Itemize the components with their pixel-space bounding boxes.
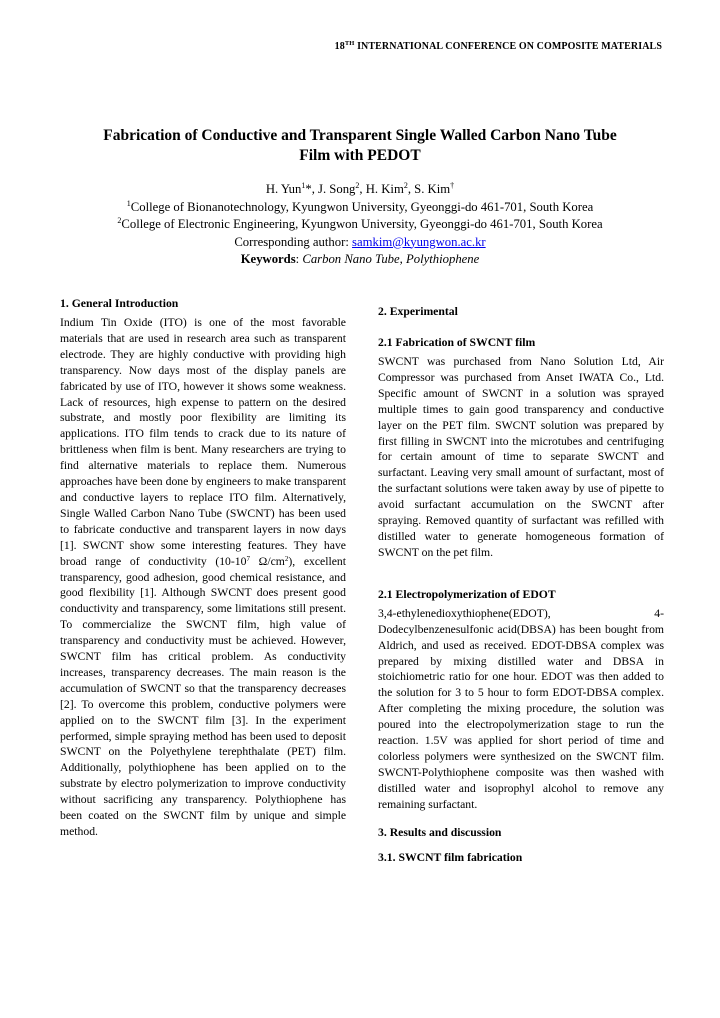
author-name: H. Yun — [265, 182, 302, 196]
author-separator: , — [407, 182, 415, 196]
keywords — [40, 251, 680, 269]
affiliation-text: College of Bionanotechnology, Kyungwon University, Gyeonggi-do 461-701, South Korea — [130, 199, 594, 214]
author-affiliation-mark: † — [450, 181, 455, 190]
section-heading-experimental: 2. Experimental — [378, 305, 458, 318]
author-separator: *, — [305, 182, 319, 196]
author-affiliation-mark: 2 — [403, 181, 408, 190]
exponent: 2 — [284, 554, 289, 563]
right-column — [378, 304, 664, 869]
author-affiliation-mark: 2 — [355, 181, 360, 190]
electropolymerization-paragraph: 3,4-ethylenedioxythiophene(EDOT), 4-Dodecylbenzenesulfonic acid(DBSA) has been bought from Aldrich, and used as received. EDOT-DBSA complex was prepared by mixing distilled water and DBSA in stoichiometric ratio for one hour. EDOT was then added to the solution for 3 to 5 hour to form EDOT-DBSA complex. After completing the mixing procedure, the solution was poured into the electropolymerization stage to run the reaction. 1.5V was applied for short period of time and colorless polymers were synthesized on the SWCNT film. SWCNT-Polythiophene composite was then washed with distilled water and isoprophyl alcohol to remove any remaining surfactant. — [378, 606, 664, 811]
keywords-text: Carbon Nano Tube, Polythiophene — [302, 252, 480, 266]
author-affiliation-mark: 1 — [301, 181, 306, 190]
header-ordinal: 18 — [334, 41, 345, 52]
paragraph-text: Ω/cm — [249, 554, 285, 568]
keywords-separator: : — [295, 252, 303, 266]
title-line-2: Film with PEDOT — [299, 147, 421, 164]
corresponding-label: Corresponding author: — [234, 234, 353, 249]
author-name: S. Kim — [414, 182, 451, 196]
spacer — [378, 813, 664, 825]
affiliation-mark: 2 — [117, 216, 122, 225]
subsection-heading-film-fabrication: 3.1. SWCNT film fabrication — [378, 850, 523, 864]
header-text: INTERNATIONAL CONFERENCE ON COMPOSITE MATERIALS — [354, 41, 662, 52]
paragraph-text: Indium Tin Oxide (ITO) is one of the most favorable materials that are used in research area such as transparent electrode. They are highly conductive with providing high transparency. Now days most of the display panels are fabricated by use of ITO, however it shows some weakness. Lack of resources, high expense to pattern on the desired substrate, and mostly poor flexibility are limiting its applications. ITO film tends to crack due to its nature of brittleness when film is bent. Many researchers are trying to find alternative materials to replace them. Numerous approaches have been done by engineers to make transparent and conductive layers to replace ITO film. Alternatively, Single Walled Carbon Nano Tube (SWCNT) has been used to fabricate conductive and transparent layers in now days [1]. SWCNT show some interesting features. They have broad range of conductivity (10-10 — [60, 316, 346, 568]
affiliation-mark: 1 — [126, 198, 131, 208]
keywords-label: Keywords — [240, 252, 296, 266]
affiliation-text: College of Electronic Engineering, Kyungwon University, Gyeonggi-do 461-701, South Korea — [121, 217, 603, 231]
fabrication-paragraph: SWCNT was purchased from Nano Solution Ltd, Air Compressor was purchased from Anset IWATA Co., Ltd. Specific amount of SWCNT in a solution was sprayed multiple times to gain good transparency and conductive layer on the PET film. SWCNT solution was prepared by first filling in SWCNT into the microtubes and centrifuging for certain amount of time to separate SWCNT and surfactant. Leaving very small amount of surfactant, most of the surfactant solutions were taken away by use of pipette to avoid surfactant accumulation on the SWCNT after spraying. Removed quantity of surfactant was refilled with distilled water to generate homogeneous formation of SWCNT on the pet film. — [378, 355, 664, 559]
introduction-paragraph — [60, 315, 346, 840]
spacer — [378, 323, 664, 335]
author-name: J. Song — [318, 182, 356, 196]
author-list — [40, 181, 680, 199]
left-column — [60, 296, 346, 840]
exponent: 7 — [246, 554, 250, 563]
paragraph-text: ), excellent transparency, good adhesion, good chemical resistance, and good flexibility [1]. Although SWCNT does present good conductivity and transparency, some limitations still present. To commercialize the SWCNT film, high value of transparency and conductivity must be achieved. However, SWCNT film has critical problem. As conductivity increases, transparency decreases. The main reason is the accumulation of SWCNT so that the transparency decreases [2]. To overcome this problem, conductive polymers were applied on to the SWCNT film [3]. In the experiment performed, simple spraying method has been used to deposit SWCNT on the Polyethylene terephthalate (PET) film. Additionally, polythiophene has been applied on to the substrate by electro polymerization to improve conductivity without sacrificing any transparency. Polythiophene has been coated on the SWCNT film by unique and simple method. — [60, 554, 347, 838]
section-heading-introduction: 1. General Introduction — [60, 297, 179, 310]
running-header — [335, 40, 662, 52]
author-separator: , — [359, 182, 366, 196]
subsection-heading-fabrication: 2.1 Fabrication of SWCNT film — [378, 336, 536, 349]
spacer — [378, 561, 664, 587]
section-heading-results: 3. Results and discussion — [378, 825, 502, 839]
corresponding-author — [40, 234, 680, 252]
affiliation-2 — [40, 216, 680, 234]
corresponding-email-link[interactable]: samkim@kyungwon.ac.kr — [352, 234, 486, 249]
title-line-1: Fabrication of Conductive and Transparent Single Walled Carbon Nano Tube — [103, 127, 617, 144]
affiliation-1 — [40, 199, 680, 217]
subsection-heading-electropolymerization: 2.1 Electropolymerization of EDOT — [378, 587, 556, 601]
header-superscript: TH — [344, 40, 355, 47]
author-block — [40, 181, 680, 269]
author-name: H. Kim — [365, 182, 404, 196]
paper-title — [60, 126, 660, 166]
